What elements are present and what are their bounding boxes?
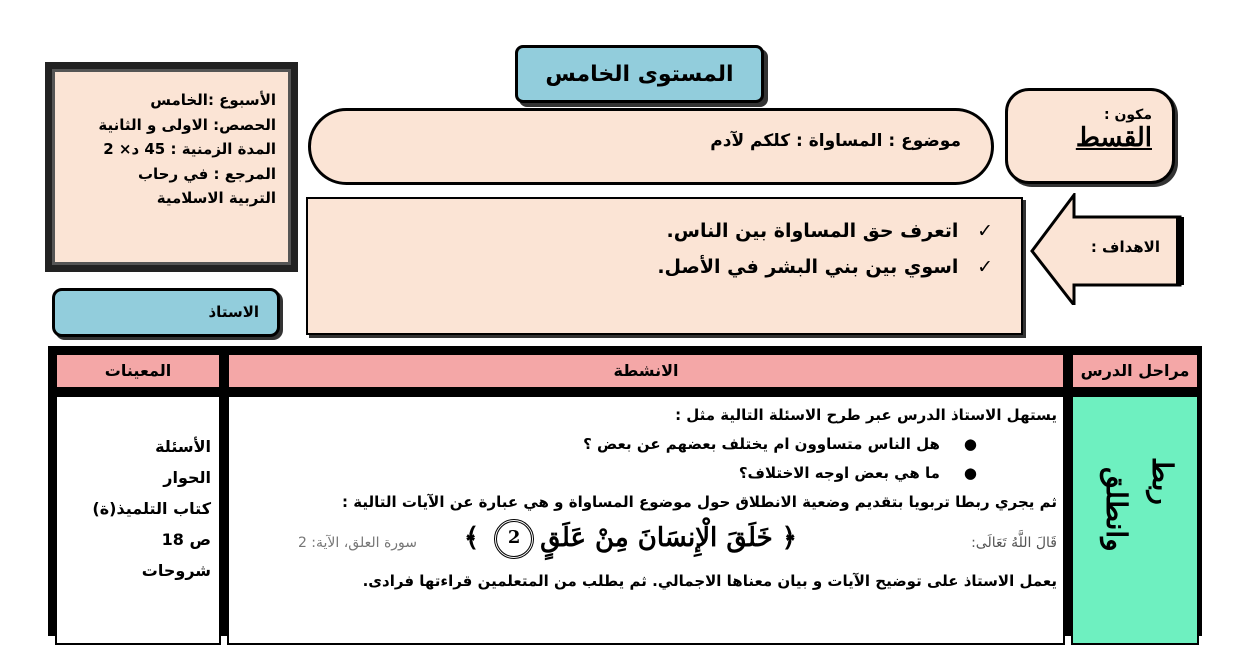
activity-intro: يستهل الاستاذ الدرس عبر طرح الاسئلة التالية مثل :: [675, 406, 1057, 424]
header-stages: مراحل الدرس: [1071, 353, 1199, 389]
objective-text: اتعرف حق المساواة بين الناس.: [666, 220, 959, 242]
objective-item: [308, 249, 993, 285]
lesson-info-box: [45, 62, 298, 272]
stage-label: ربط: [1146, 457, 1179, 505]
resources-list: [57, 397, 219, 586]
header-resources: المعينات: [55, 353, 221, 389]
verse-text: خَلَقَ الْإِنسَانَ مِنْ عَلَقٍ: [540, 523, 773, 553]
activity-closing: يعمل الاستاذ على توضيح الآيات و بيان معناها الاجمالي. ثم يطلب من المتعلمين قراءتها فرادى.: [362, 572, 1057, 590]
objectives-box: [306, 197, 1023, 335]
question-text: ما هي بعض اوجه الاختلاف؟: [738, 464, 940, 482]
check-icon: ✓: [977, 256, 993, 278]
ayah-number-icon: 2: [494, 519, 534, 559]
component-label: مكون :: [1103, 107, 1152, 123]
question-item: [229, 430, 1057, 459]
resources-cell: [55, 395, 221, 645]
verse-reference: سورة العلق، الآية: 2: [297, 535, 417, 551]
sessions-text: الحصص: الاولى و الثانية: [98, 115, 276, 134]
topic-box: [308, 108, 994, 185]
week-text: الأسبوع :الخامس: [150, 91, 276, 109]
resource-item: كتاب التلميذ(ة): [92, 499, 211, 518]
resource-item: الأسئلة: [155, 437, 211, 456]
bullet-icon: ●: [963, 435, 977, 453]
objectives-label: الاهداف :: [1090, 238, 1160, 256]
lesson-table: [48, 346, 1202, 636]
topic-value: المساواة : كلكم لآدم: [710, 131, 883, 151]
resource-item: الحوار: [163, 468, 211, 487]
stage-cell: [1071, 395, 1199, 645]
lesson-info-content: [52, 69, 291, 265]
question-text: هل الناس متساوون ام يختلف بعضهم عن بعض ؟: [583, 435, 940, 453]
level-title: المستوى الخامس: [515, 45, 764, 103]
activities-content: [229, 397, 1063, 596]
reference-text-2: التربية الاسلامية: [156, 189, 276, 207]
objective-text: اسوي بين بني البشر في الأصل.: [657, 256, 959, 278]
quran-verse: ﴿ خَلَقَ الْإِنسَانَ مِنْ عَلَقٍ2 ﴾: [464, 519, 797, 559]
activities-cell: [227, 395, 1065, 645]
question-item: [229, 459, 1057, 488]
component-value: القسط: [1075, 123, 1152, 153]
verse-intro: قَالَ اللَّهُ تَعَالَى:: [971, 535, 1057, 551]
component-box: [1005, 88, 1175, 184]
reference-text: المرجع : في رحاب: [137, 164, 276, 183]
activity-bridge: ثم يجري ربطا تربويا بتقديم وضعية الانطلاق حول موضوع المساواة و هي عبارة عن الآيات التالية :: [342, 493, 1057, 511]
duration-text: المدة الزمنية : 45 د× 2: [103, 140, 276, 158]
objective-item: [308, 213, 993, 249]
stage-label-2: وانطلق: [1100, 467, 1133, 552]
teacher-box: الاستاذ: [52, 288, 280, 337]
bullet-icon: ●: [963, 464, 977, 482]
verse-row: [229, 519, 1057, 567]
header-activities: الانشطة: [227, 353, 1065, 389]
check-icon: ✓: [977, 220, 993, 242]
resource-item: ص 18: [161, 530, 211, 549]
topic-label: موضوع :: [888, 131, 961, 151]
resource-item: شروحات: [141, 561, 211, 580]
